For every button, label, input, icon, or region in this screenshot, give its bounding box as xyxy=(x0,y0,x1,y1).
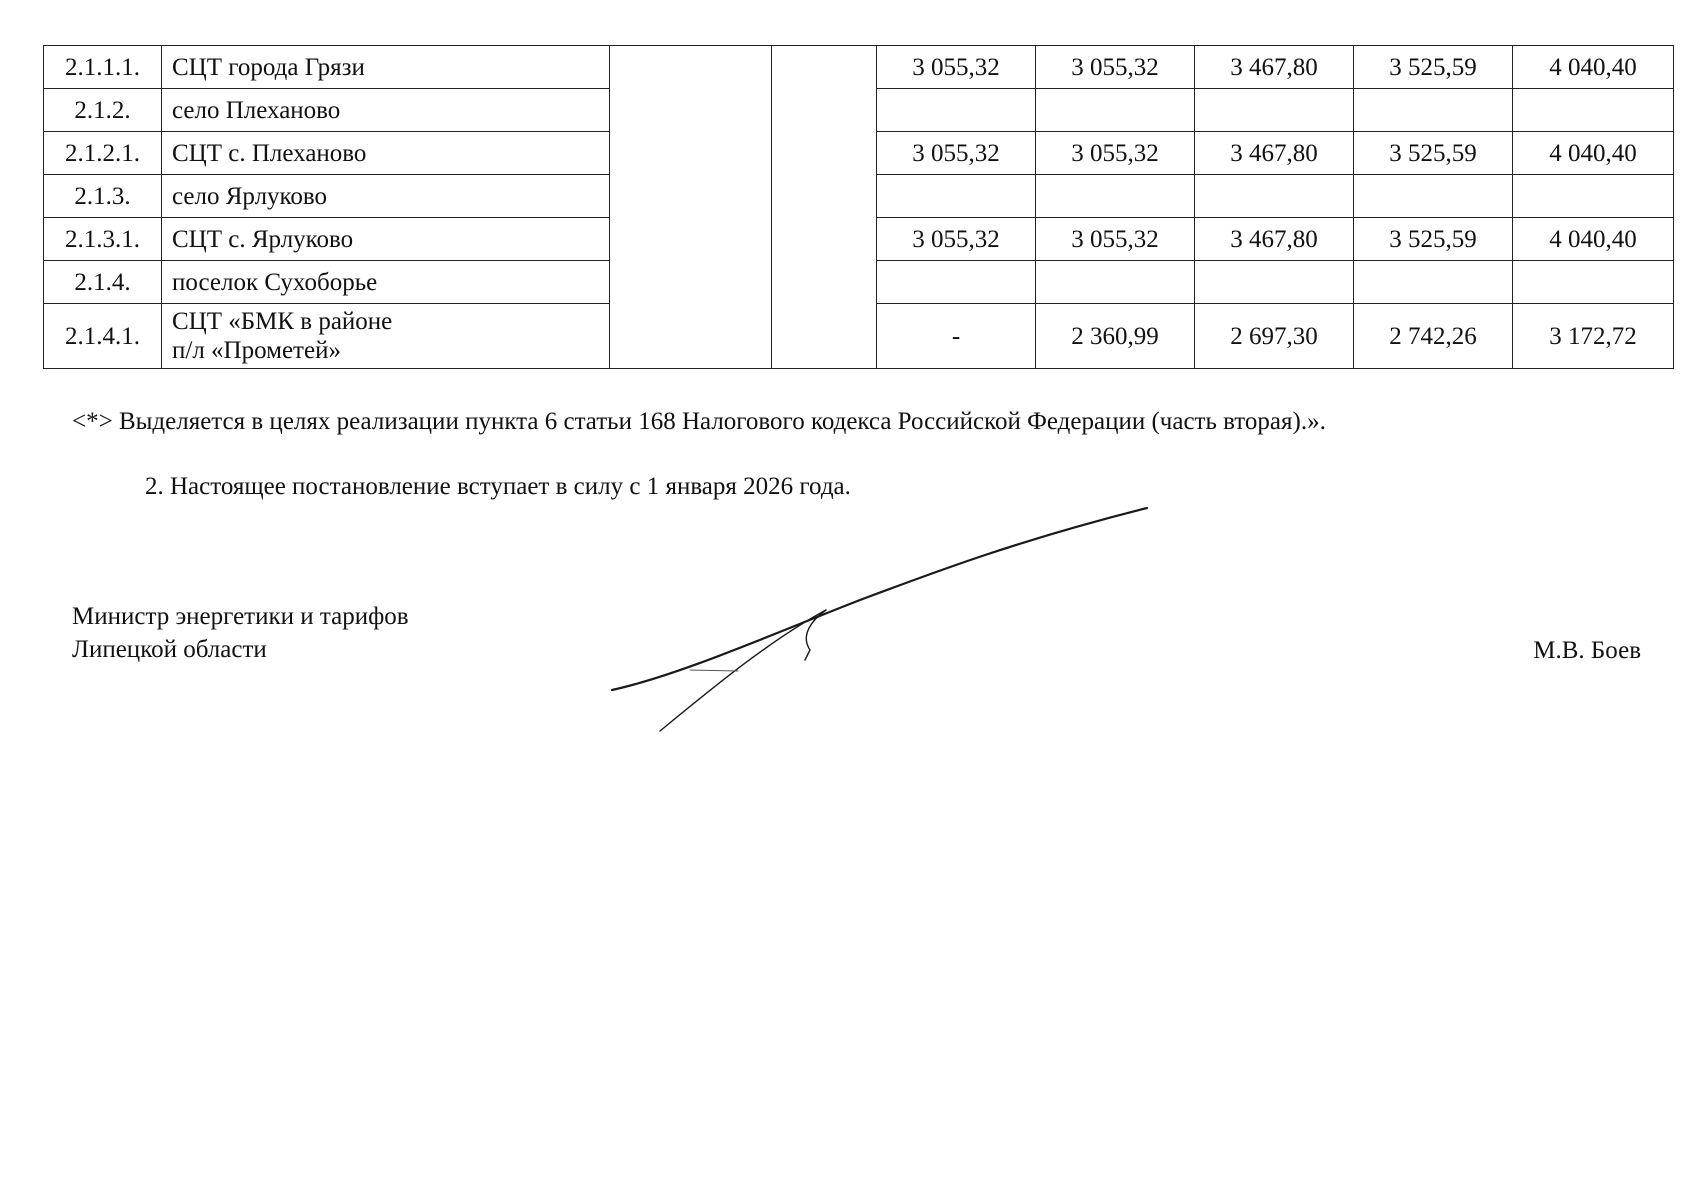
handwritten-signature xyxy=(600,500,1160,750)
signatory-position xyxy=(72,600,409,666)
row-number: 2.1.2. xyxy=(44,89,162,132)
tariff-value: 3 525,59 xyxy=(1354,46,1513,89)
tariff-value xyxy=(1354,261,1513,304)
tariff-value: 4 040,40 xyxy=(1513,46,1674,89)
row-number: 2.1.2.1. xyxy=(44,132,162,175)
tariff-value: 2 360,99 xyxy=(1036,304,1195,369)
tariff-value xyxy=(877,89,1036,132)
row-name: село Плеханово xyxy=(162,89,610,132)
tariff-value: 3 055,32 xyxy=(877,132,1036,175)
table-row xyxy=(44,46,1674,89)
tariff-value: 2 742,26 xyxy=(1354,304,1513,369)
tariff-value xyxy=(877,175,1036,218)
tariff-value: 3 055,32 xyxy=(1036,46,1195,89)
tariff-value: 3 172,72 xyxy=(1513,304,1674,369)
row-name: СЦТ с. Плеханово xyxy=(162,132,610,175)
tariff-value xyxy=(1036,261,1195,304)
tariff-value: 3 525,59 xyxy=(1354,132,1513,175)
row-name: село Ярлуково xyxy=(162,175,610,218)
row-name: СЦТ с. Ярлуково xyxy=(162,218,610,261)
tariff-value: 3 055,32 xyxy=(877,46,1036,89)
row-name-line: СЦТ «БМК в районе xyxy=(172,308,393,335)
tariff-value: 4 040,40 xyxy=(1513,132,1674,175)
tariff-value xyxy=(1195,175,1354,218)
row-name: поселок Сухоборье xyxy=(162,261,610,304)
position-line: Липецкой области xyxy=(72,636,267,663)
tariff-value: 3 055,32 xyxy=(877,218,1036,261)
tariff-value: 4 040,40 xyxy=(1513,218,1674,261)
tariff-value: 3 055,32 xyxy=(1036,132,1195,175)
tariff-value xyxy=(1513,89,1674,132)
row-name: СЦТ города Грязи xyxy=(162,46,610,89)
tariff-value xyxy=(1195,261,1354,304)
empty-merged-cell xyxy=(772,46,877,369)
row-name-line: п/л «Прометей» xyxy=(172,337,341,364)
tariff-value: 3 467,80 xyxy=(1195,218,1354,261)
signer-name: М.В. Боев xyxy=(1533,637,1641,664)
tariff-value xyxy=(1195,89,1354,132)
tariff-value: 3 467,80 xyxy=(1195,46,1354,89)
empty-merged-cell xyxy=(610,46,772,369)
tariff-value: 2 697,30 xyxy=(1195,304,1354,369)
effective-date-clause: 2. Настоящее постановление вступает в силу с 1 января 2026 года. xyxy=(145,473,851,500)
tariff-value: 3 467,80 xyxy=(1195,132,1354,175)
tariff-value xyxy=(1513,175,1674,218)
row-name xyxy=(162,304,610,369)
row-number: 2.1.4. xyxy=(44,261,162,304)
tariff-table xyxy=(43,45,1674,369)
position-line: Министр энергетики и тарифов xyxy=(72,603,409,630)
tariff-value xyxy=(1036,175,1195,218)
row-number: 2.1.3. xyxy=(44,175,162,218)
row-number: 2.1.4.1. xyxy=(44,304,162,369)
tariff-value xyxy=(877,261,1036,304)
tariff-value xyxy=(1036,89,1195,132)
footnote: <*> Выделяется в целях реализации пункта 6 статьи 168 Налогового кодекса Российской Федерации (часть вторая).». xyxy=(72,408,1326,435)
row-number: 2.1.1.1. xyxy=(44,46,162,89)
tariff-value xyxy=(1354,175,1513,218)
tariff-value: - xyxy=(877,304,1036,369)
tariff-value xyxy=(1513,261,1674,304)
tariff-value xyxy=(1354,89,1513,132)
tariff-value: 3 525,59 xyxy=(1354,218,1513,261)
tariff-value: 3 055,32 xyxy=(1036,218,1195,261)
row-number: 2.1.3.1. xyxy=(44,218,162,261)
